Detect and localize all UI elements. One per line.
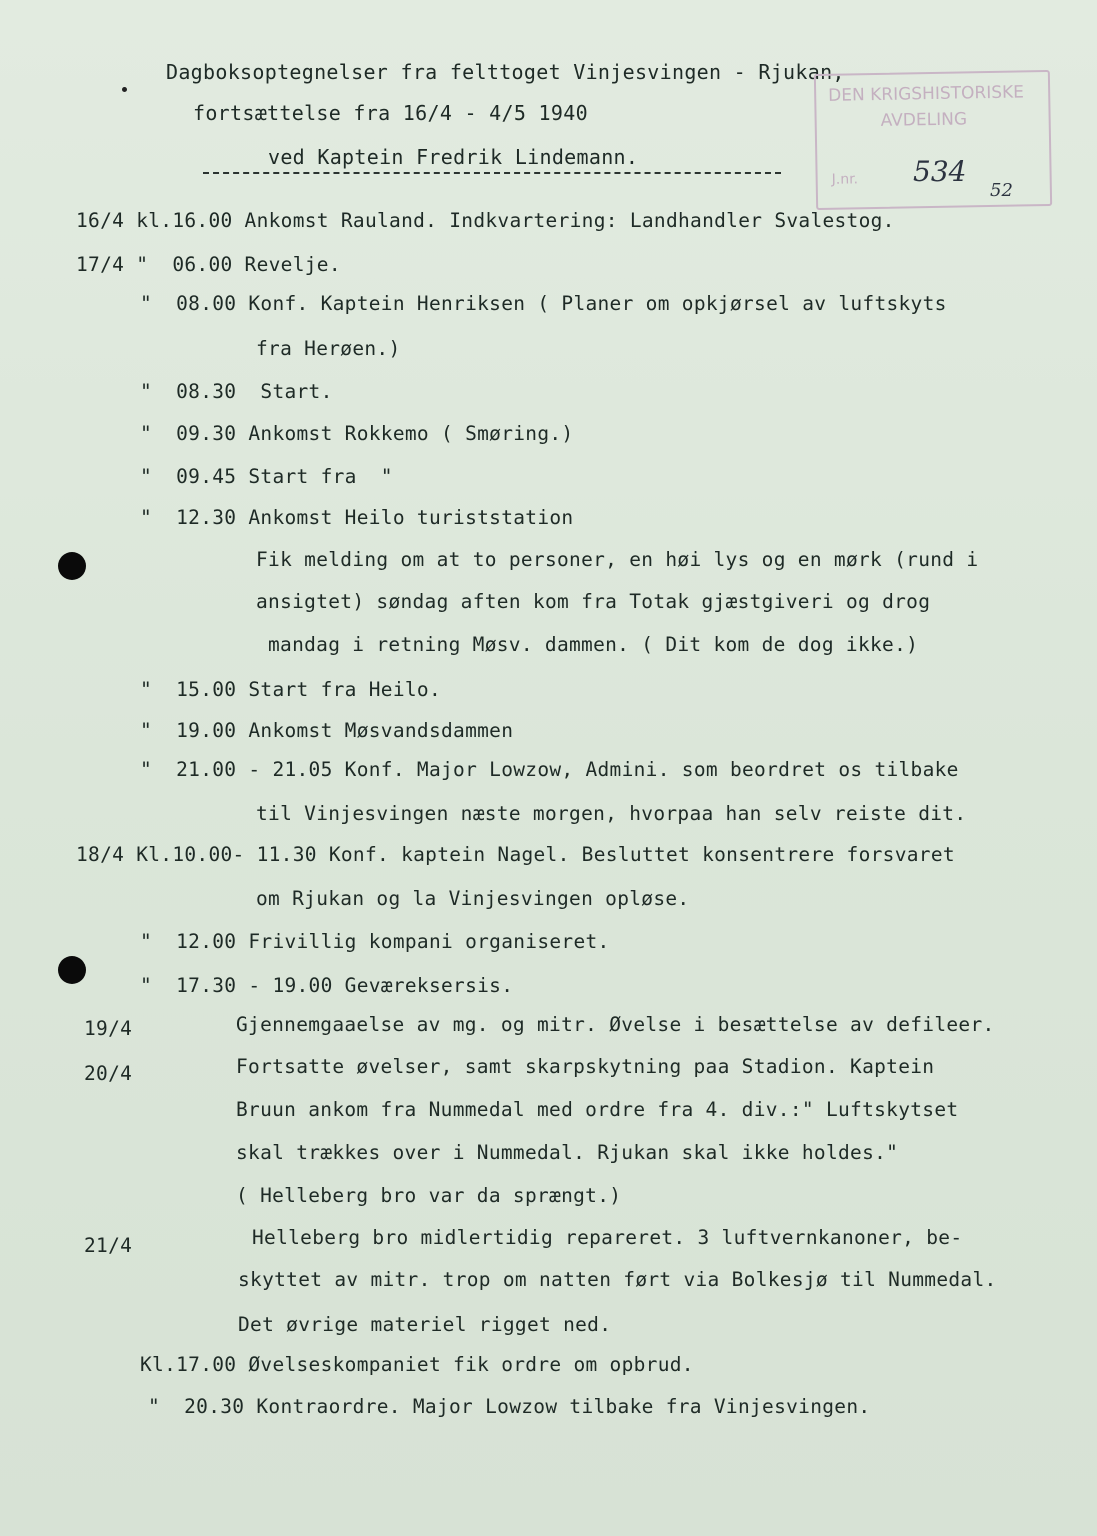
- stamp-line-2: AVDELING: [880, 109, 968, 131]
- pen-dot-mark: [122, 87, 127, 92]
- entry-date: 19/4: [84, 1017, 133, 1040]
- entry-line: ansigtet) søndag aften kom fra Totak gjæstgiveri og drog: [256, 590, 931, 613]
- entry-line: 16/4 kl.16.00 Ankomst Rauland. Indkvartering: Landhandler Svalestog.: [76, 209, 895, 232]
- entry-line: " 12.00 Frivillig kompani organiseret.: [140, 930, 610, 953]
- entry-line: fra Herøen.): [256, 337, 401, 360]
- title-line-3: ved Kaptein Fredrik Lindemann.: [268, 145, 639, 169]
- entry-line: " 08.00 Konf. Kaptein Henriksen ( Planer om opkjørsel av luftskyts: [140, 292, 947, 315]
- entry-line: " 08.30 Start.: [140, 380, 333, 403]
- entry-line: Gjennemgaaelse av mg. og mitr. Øvelse i besættelse av defileer.: [236, 1013, 995, 1036]
- entry-line: ( Helleberg bro var da sprængt.): [236, 1184, 622, 1207]
- entry-line: " 20.30 Kontraordre. Major Lowzow tilbake fra Vinjesvingen.: [148, 1395, 871, 1418]
- handwritten-page-number: 534: [913, 155, 967, 188]
- entry-line: Det øvrige materiel rigget ned.: [238, 1313, 612, 1336]
- entry-line: " 15.00 Start fra Heilo.: [140, 678, 441, 701]
- entry-line: Helleberg bro midlertidig repareret. 3 luftvernkanoner, be-: [252, 1226, 963, 1249]
- entry-line: Kl.17.00 Øvelseskompaniet fik ordre om opbrud.: [140, 1353, 694, 1376]
- entry-line: om Rjukan og la Vinjesvingen opløse.: [256, 887, 690, 910]
- title-line-2: fortsættelse fra 16/4 - 4/5 1940: [193, 101, 588, 125]
- entry-line: " 19.00 Ankomst Møsvandsdammen: [140, 719, 514, 742]
- entry-line: " 12.30 Ankomst Heilo turiststation: [140, 506, 574, 529]
- punch-hole-top: [58, 552, 86, 580]
- entry-line: 17/4 " 06.00 Revelje.: [76, 253, 341, 276]
- archive-stamp: [814, 70, 1052, 210]
- entry-line: skyttet av mitr. trop om natten ført via Bolkesjø til Nummedal.: [238, 1268, 997, 1291]
- entry-date: 20/4: [84, 1062, 133, 1085]
- entry-line: Fortsatte øvelser, samt skarpskytning paa Stadion. Kaptein: [236, 1055, 935, 1078]
- entry-line: " 09.30 Ankomst Rokkemo ( Smøring.): [140, 422, 574, 445]
- stamp-line-3: J.nr.: [831, 171, 859, 188]
- title-line-1: Dagboksoptegnelser fra felttoget Vinjesvingen - Rjukan,: [166, 60, 845, 84]
- entry-line: 18/4 Kl.10.00- 11.30 Konf. kaptein Nagel. Besluttet konsentrere forsvaret: [76, 843, 955, 866]
- entry-line: Fik melding om at to personer, en høi lys og en mørk (rund i: [256, 548, 979, 571]
- entry-line: Bruun ankom fra Nummedal med ordre fra 4. div.:" Luftskytset: [236, 1098, 959, 1121]
- punch-hole-bottom: [58, 956, 86, 984]
- title-underline: [203, 172, 781, 174]
- handwritten-sub-number: 52: [990, 180, 1013, 201]
- entry-line: mandag i retning Møsv. dammen. ( Dit kom de dog ikke.): [268, 633, 919, 656]
- entry-line: " 21.00 - 21.05 Konf. Major Lowzow, Admini. som beordret os tilbake: [140, 758, 959, 781]
- entry-line: " 09.45 Start fra ": [140, 465, 393, 488]
- entry-line: skal trækkes over i Nummedal. Rjukan skal ikke holdes.": [236, 1141, 899, 1164]
- stamp-line-1: DEN KRIGSHISTORISKE: [828, 82, 1025, 106]
- entry-date: 21/4: [84, 1234, 133, 1257]
- entry-line: til Vinjesvingen næste morgen, hvorpaa han selv reiste dit.: [256, 802, 967, 825]
- entry-line: " 17.30 - 19.00 Geværeksersis.: [140, 974, 514, 997]
